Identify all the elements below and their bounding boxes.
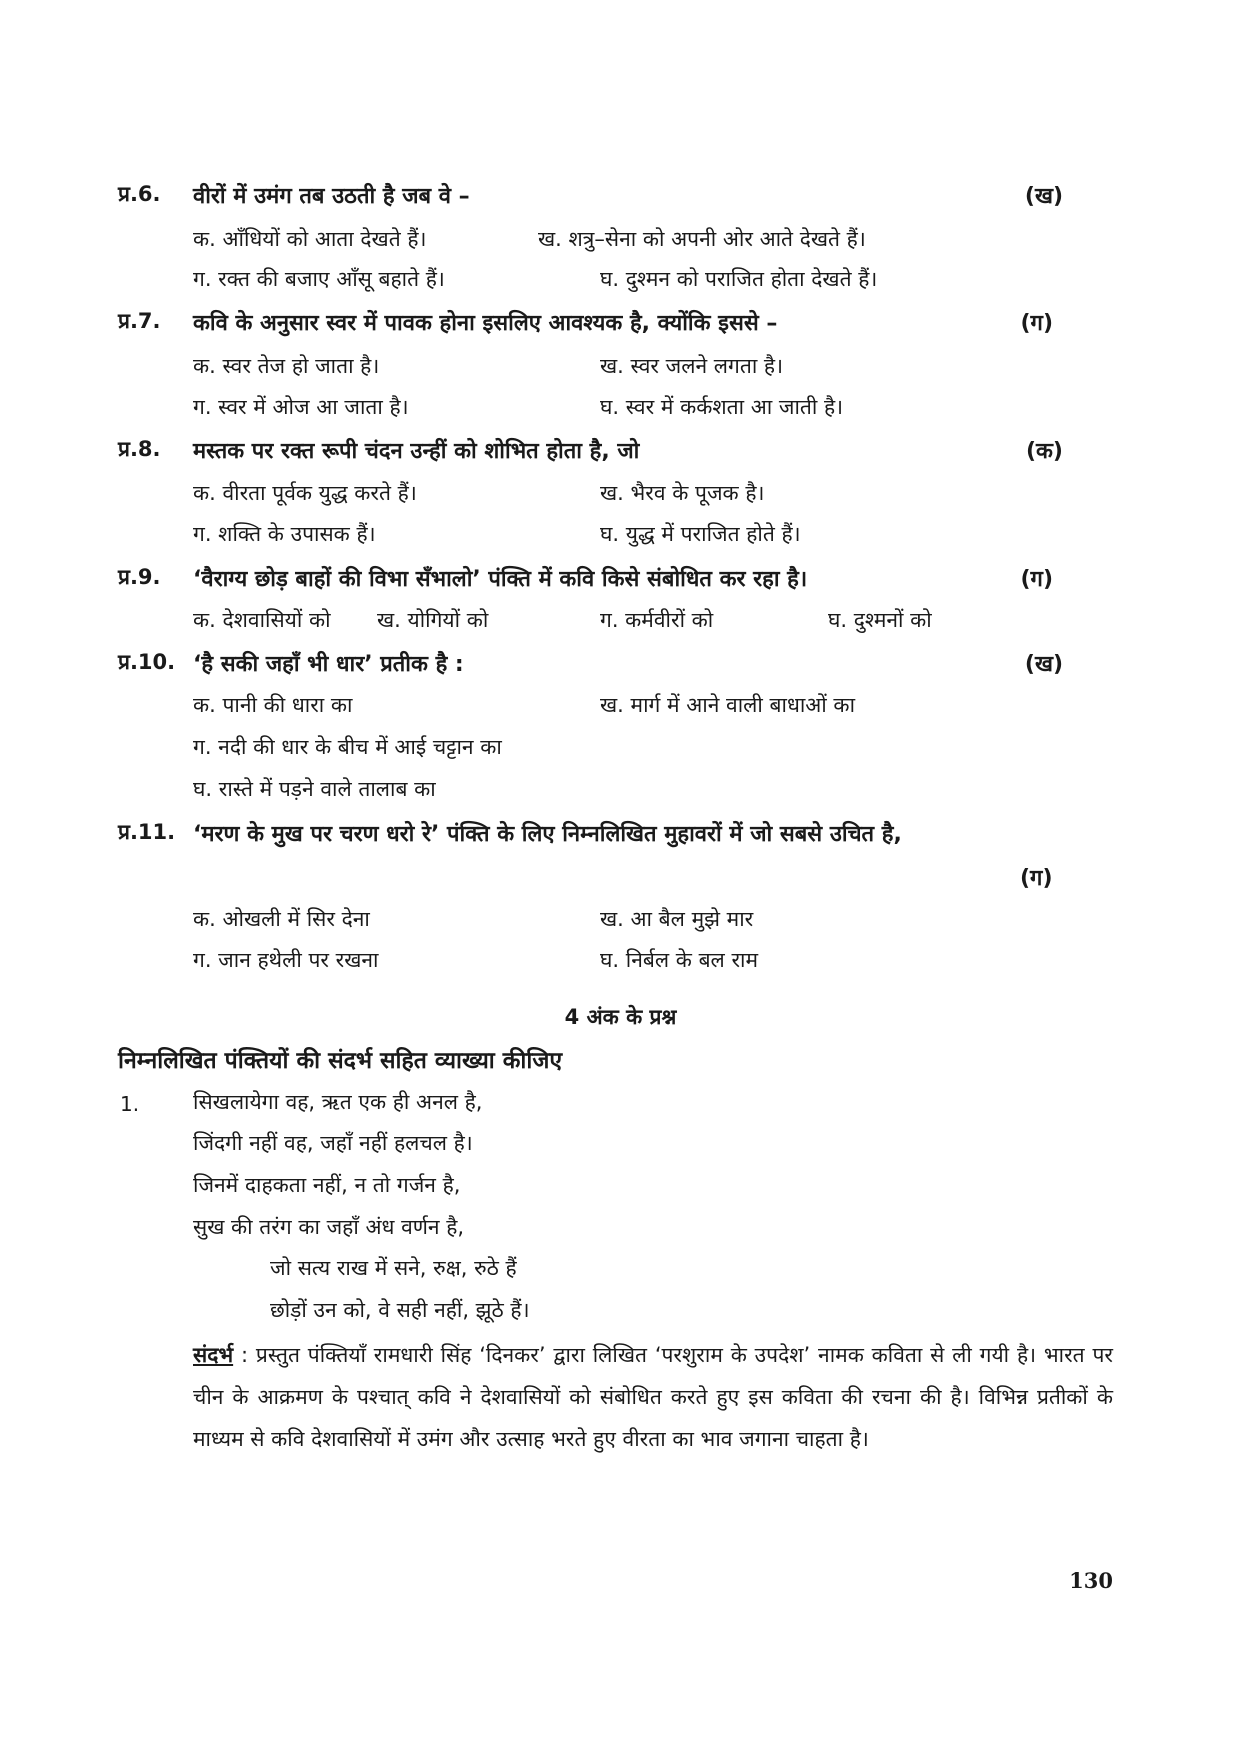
option-ka: क. स्वर तेज हो जाता है। xyxy=(193,354,380,378)
reference-label: संदर्भ xyxy=(193,1343,234,1367)
poem-line: सुख की तरंग का जहाँ अंध वर्णन है, xyxy=(193,1215,465,1239)
poem-line: सिखलायेगा वह, ऋत एक ही अनल है, xyxy=(193,1090,483,1114)
option-ga: ग. कर्मवीरों को xyxy=(600,608,714,632)
passage-number: 1. xyxy=(120,1092,140,1116)
instruction-heading: निम्नलिखित पंक्तियों की संदर्भ सहित व्याख्या कीजिए xyxy=(118,1048,563,1074)
option-kha: ख. मार्ग में आने वाली बाधाओं का xyxy=(600,693,856,717)
question-text: कवि के अनुसार स्वर में पावक होना इसलिए आवश्यक है, क्योंकि इससे – xyxy=(193,311,778,336)
answer-key: (क) xyxy=(1025,439,1063,464)
option-kha: ख. स्वर जलने लगता है। xyxy=(600,354,784,378)
question-text: मस्तक पर रक्त रूपी चंदन उन्हीं को शोभित होता है, जो xyxy=(193,439,640,464)
question-text: ‘वैराग्य छोड़ बाहों की विभा सँभालो’ पंक्ति में कवि किसे संबोधित कर रहा है। xyxy=(193,567,808,592)
question-number: प्र.10. xyxy=(118,650,176,674)
answer-key: (ग) xyxy=(1020,567,1053,592)
option-gha: घ. दुश्मनों को xyxy=(828,608,932,632)
option-kha: ख. योगियों को xyxy=(377,608,489,632)
option-kha: ख. आ बैल मुझे मार xyxy=(600,907,754,931)
answer-key: (ग) xyxy=(1020,866,1053,891)
option-kha: ख. शत्रु–सेना को अपनी ओर आते देखते हैं। xyxy=(538,227,866,251)
question-text: ‘है सकी जहाँ भी धार’ प्रतीक है : xyxy=(193,652,464,677)
question-number: प्र.8. xyxy=(118,437,161,461)
question-6 xyxy=(118,180,1063,220)
option-ka: क. वीरता पूर्वक युद्ध करते हैं। xyxy=(193,481,417,505)
option-ka: क. ओखली में सिर देना xyxy=(193,907,370,931)
poem-line: छोड़ों उन को, वे सही नहीं, झूठे हैं। xyxy=(270,1298,530,1322)
option-ka: क. पानी की धारा का xyxy=(193,693,353,717)
option-ga: ग. जान हथेली पर रखना xyxy=(193,948,379,972)
question-11 xyxy=(118,818,1113,858)
option-ga: ग. शक्ति के उपासक हैं। xyxy=(193,522,376,546)
option-ga: ग. नदी की धार के बीच में आई चट्टान का xyxy=(193,735,502,759)
question-number: प्र.7. xyxy=(118,309,161,333)
question-8 xyxy=(118,435,1063,475)
option-gha: घ. निर्बल के बल राम xyxy=(600,948,759,972)
page-number: 130 xyxy=(1069,1568,1113,1593)
poem-line: जिंदगी नहीं वह, जहाँ नहीं हलचल है। xyxy=(193,1131,473,1155)
reference-text: : प्रस्तुत पंक्तियाँ रामधारी सिंह ‘दिनकर’ द्वारा लिखित ‘परशुराम के उपदेश’ नामक कविता से ली गयी है। भारत पर चीन के आक्रमण के पश्चात् कवि ने देशवासियों को संबोधित करते हुए इस कविता की रचना की है। विभिन्न प्रतीकों के माध्यम से कवि देशवासियों में उमंग और उत्साह भरते हुए वीरता का भाव जगाना चाहता है। xyxy=(193,1343,1114,1451)
option-kha: ख. भैरव के पूजक है। xyxy=(600,481,765,505)
option-gha: घ. स्वर में कर्कशता आ जाती है। xyxy=(600,395,844,419)
option-ga: ग. स्वर में ओज आ जाता है। xyxy=(193,395,409,419)
question-number: प्र.6. xyxy=(118,182,161,206)
question-number: प्र.11. xyxy=(118,820,176,844)
option-gha: घ. युद्ध में पराजित होते हैं। xyxy=(600,522,801,546)
question-9 xyxy=(118,563,1063,603)
question-7 xyxy=(118,307,1063,347)
option-gha: घ. रास्ते में पड़ने वाले तालाब का xyxy=(193,777,436,801)
option-ga: ग. रक्त की बजाए आँसू बहाते हैं। xyxy=(193,267,445,291)
answer-key: (ग) xyxy=(1020,311,1053,336)
question-text: वीरों में उमंग तब उठती है जब वे – xyxy=(193,184,470,209)
option-ka: क. देशवासियों को xyxy=(193,608,331,632)
section-title: 4 अंक के प्रश्न xyxy=(564,1005,677,1029)
reference-paragraph xyxy=(193,1334,1113,1460)
question-number: प्र.9. xyxy=(118,565,161,589)
option-gha: घ. दुश्मन को पराजित होता देखते हैं। xyxy=(600,267,878,291)
poem-line: जो सत्य राख में सने, रुक्ष, रुठे हैं xyxy=(270,1256,517,1280)
question-10 xyxy=(118,648,1063,688)
answer-key: (ख) xyxy=(1024,184,1063,209)
poem-line: जिनमें दाहकता नहीं, न तो गर्जन है, xyxy=(193,1173,461,1197)
question-text: ‘मरण के मुख पर चरण धरो रे’ पंक्ति के लिए निम्नलिखित मुहावरों में जो सबसे उचित है, xyxy=(193,822,902,847)
answer-key: (ख) xyxy=(1024,652,1063,677)
option-ka: क. आँधियों को आता देखते हैं। xyxy=(193,227,427,251)
